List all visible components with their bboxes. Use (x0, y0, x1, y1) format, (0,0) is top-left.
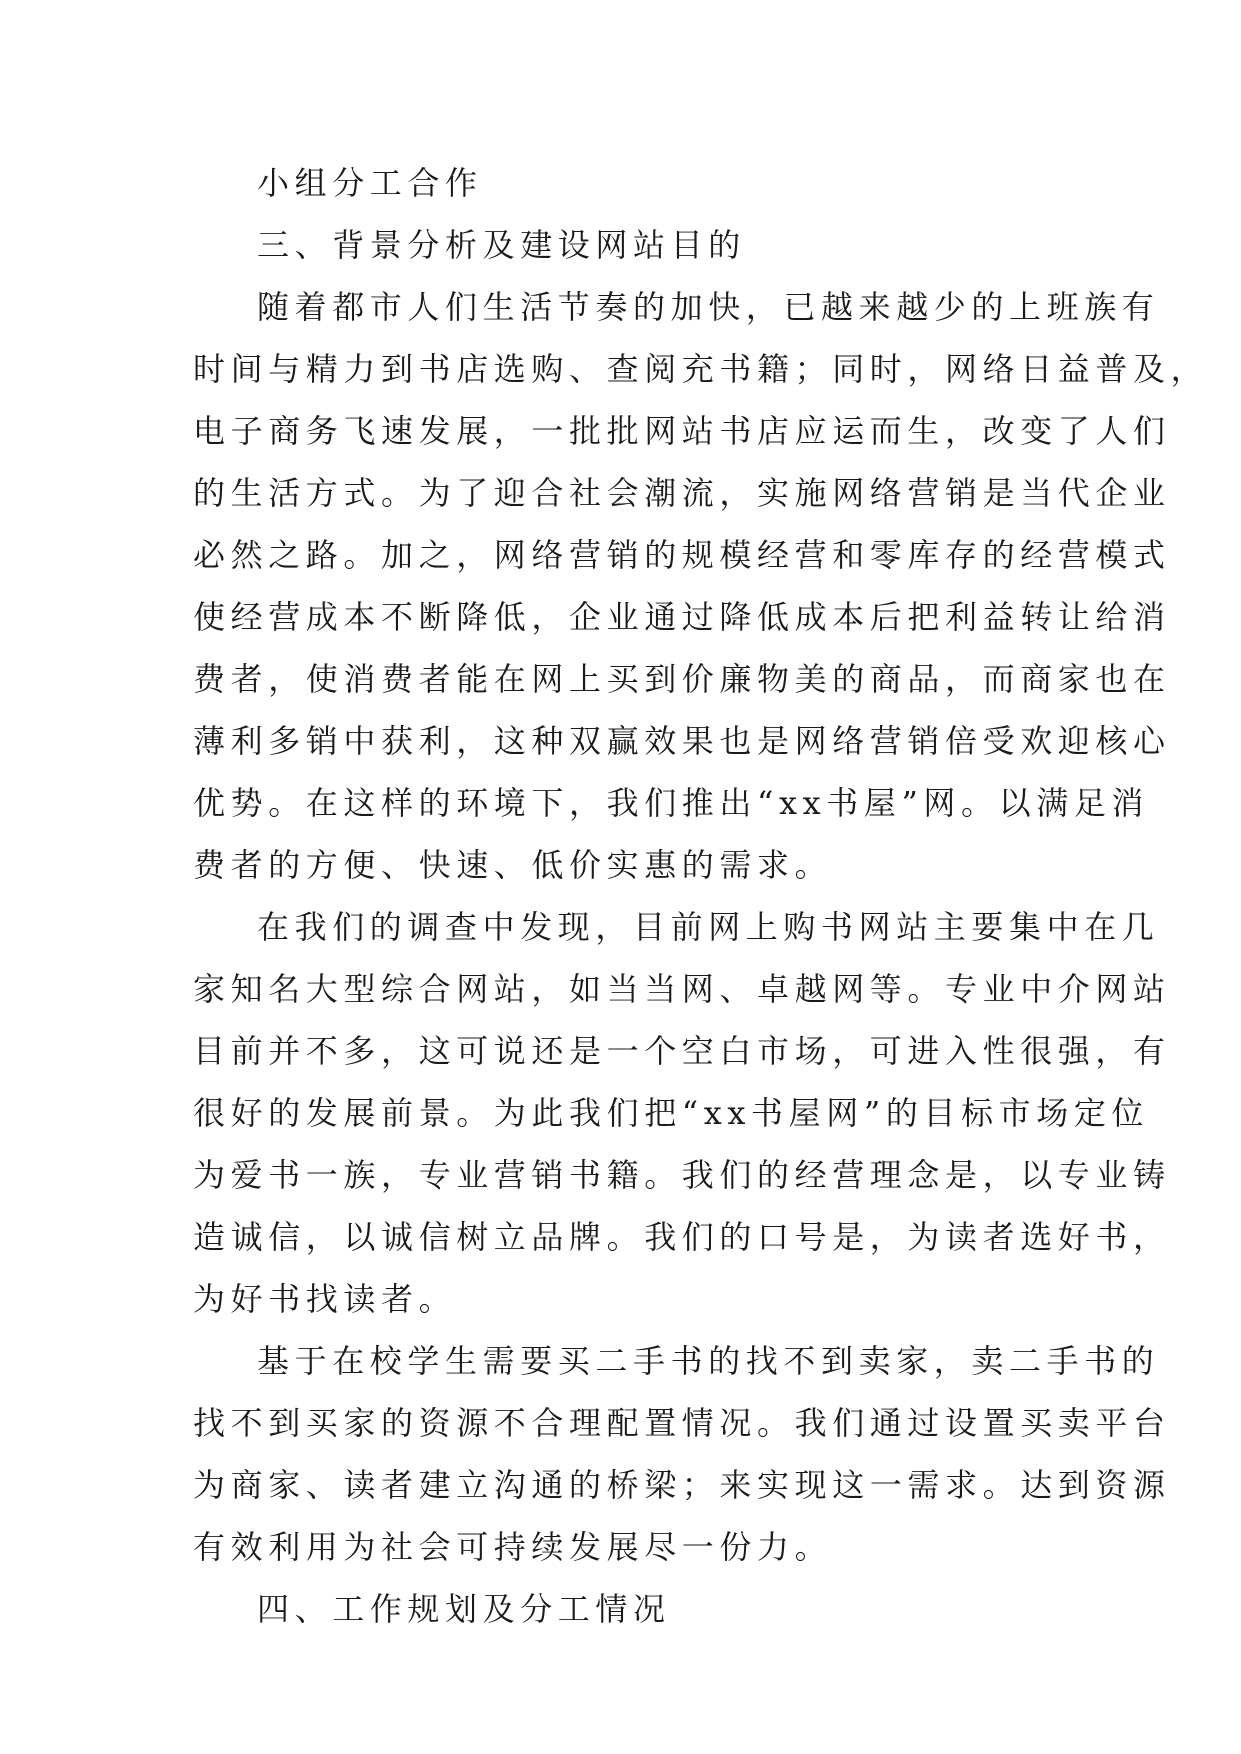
paragraph-line: 家知名大型综合网站，如当当网、卓越网等。专业中介网站 (193, 970, 1171, 1008)
paragraph-line: 电子商务飞速发展，一批批网站书店应运而生，改变了人们 (193, 412, 1171, 450)
paragraph-line: 的生活方式。为了迎合社会潮流，实施网络营销是当代企业 (193, 474, 1171, 512)
paragraph-line: 很好的发展前景。为此我们把“xx书屋网”的目标市场定位 (193, 1094, 1150, 1132)
paragraph-line: 为好书找读者。 (193, 1280, 457, 1318)
heading-text: 小组分工合作 (257, 164, 483, 202)
paragraph-line: 必然之路。加之，网络营销的规模经营和零库存的经营模式 (193, 536, 1171, 574)
paragraph-line: 找不到买家的资源不合理配置情况。我们通过设置买卖平台 (193, 1404, 1171, 1442)
paragraph-line: 优势。在这样的环境下，我们推出“xx书屋”网。以满足消 (193, 784, 1150, 822)
paragraph-line: 有效利用为社会可持续发展尽一份力。 (193, 1528, 833, 1566)
paragraph-line: 造诚信，以诚信树立品牌。我们的口号是，为读者选好书， (193, 1218, 1171, 1256)
paragraph-background-analysis (193, 276, 1209, 896)
paragraph-second-hand-books (193, 1330, 1171, 1578)
section-heading-group-work (193, 152, 1053, 214)
section-heading-work-plan (193, 1578, 1053, 1640)
paragraph-line: 目前并不多，这可说还是一个空白市场，可进入性很强，有 (193, 1032, 1171, 1070)
paragraph-line: 时间与精力到书店选购、查阅充书籍；同时，网络日益普及， (193, 350, 1209, 388)
paragraph-line: 随着都市人们生活节奏的加快，已越来越少的上班族有 (257, 288, 1160, 326)
paragraph-line: 为商家、读者建立沟通的桥梁；来实现这一需求。达到资源 (193, 1466, 1171, 1504)
paragraph-line: 在我们的调查中发现，目前网上购书网站主要集中在几 (257, 908, 1160, 946)
paragraph-market-survey (193, 896, 1171, 1330)
document-body (193, 152, 1209, 1640)
heading-text: 三、背景分析及建设网站目的 (257, 226, 746, 264)
paragraph-line: 基于在校学生需要买二手书的找不到卖家，卖二手书的 (257, 1342, 1160, 1380)
paragraph-line: 费者，使消费者能在网上买到价廉物美的商品，而商家也在 (193, 660, 1171, 698)
paragraph-line: 使经营成本不断降低，企业通过降低成本后把利益转让给消 (193, 598, 1171, 636)
paragraph-line: 费者的方便、快速、低价实惠的需求。 (193, 846, 833, 884)
section-heading-background (193, 214, 1053, 276)
paragraph-line: 为爱书一族，专业营销书籍。我们的经营理念是，以专业铸 (193, 1156, 1171, 1194)
paragraph-line: 薄利多销中获利，这种双赢效果也是网络营销倍受欢迎核心 (193, 722, 1171, 760)
heading-text: 四、工作规划及分工情况 (257, 1590, 671, 1628)
